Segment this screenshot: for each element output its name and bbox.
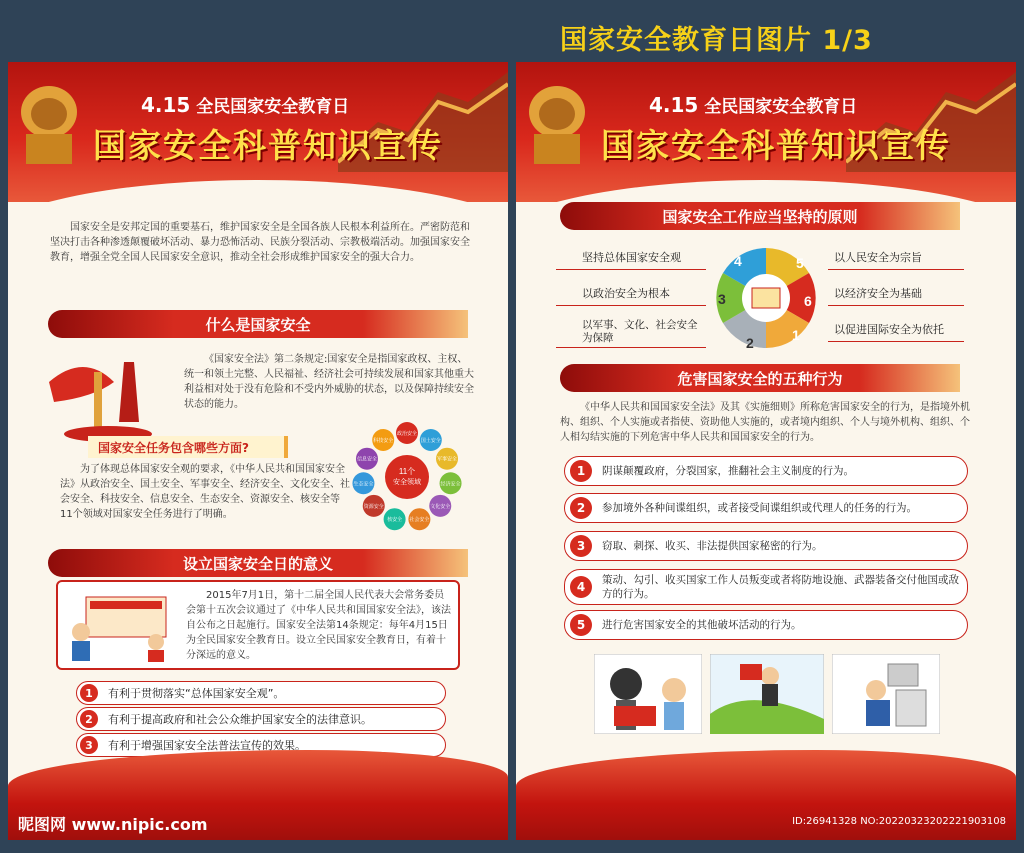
section-five-acts: 危害国家安全的五种行为 bbox=[560, 364, 960, 392]
section-what-is-security: 什么是国家安全 bbox=[48, 310, 468, 338]
domain-label: 资源安全 bbox=[363, 503, 384, 510]
meaning-box bbox=[56, 580, 460, 670]
principle-item: 以政治安全为根本 bbox=[556, 280, 706, 306]
page-title: 国家安全教育日图片 1/3 bbox=[560, 25, 873, 56]
act-item: 1 阴谋颠覆政府，分裂国家，推翻社会主义制度的行为。 bbox=[564, 456, 968, 486]
svg-text:6: 6 bbox=[804, 293, 812, 309]
domain-label: 经济安全 bbox=[440, 481, 461, 488]
monument-illustration bbox=[44, 342, 172, 442]
domain-label: 国土安全 bbox=[420, 437, 441, 444]
domain-label: 社会安全 bbox=[409, 517, 430, 524]
svg-text:3: 3 bbox=[718, 291, 726, 307]
domain-center-circle bbox=[385, 455, 429, 499]
act-item: 4 策动、勾引、收买国家工作人员叛变或者将防地设施、武器装备交付他国或敌方的行为。 bbox=[564, 569, 968, 605]
domain-label: 信息安全 bbox=[356, 456, 377, 463]
intro-paragraph: 国家安全是安邦定国的重要基石，维护国家安全是全国各族人民根本利益所在。严密防范和坚决打击各种渗透颠覆破坏活动、暴力恐怖活动、民族分裂活动、宗教极端活动。加强国家安全教育，增强全党全国人民国家安全意识，推动全社会形成维护国家安全的强大合力。 bbox=[50, 222, 470, 263]
principle-item: 坚持总体国家安全观 bbox=[556, 244, 706, 270]
lion-statue-icon bbox=[522, 72, 592, 167]
act-item: 5 进行危害国家安全的其他破坏活动的行为。 bbox=[564, 610, 968, 640]
meaning-text: 2015年7月1日，第十二届全国人民代表大会常务委员会第十五次会议通过了《中华人民共和国国家安全法》，该法自公布之日起施行。国家安全法第14条规定：每年4月15日为全民国家安全教育日。设立全民国家安全教育日，有着十分深远的意义。 bbox=[186, 590, 451, 661]
principle-item: 以经济安全为基础 bbox=[828, 280, 964, 306]
domain-label: 核安全 bbox=[387, 517, 403, 524]
tasks-text: 为了体现总体国家安全观的要求，《中华人民共和国国家安全法》从政治安全、国土安全、军事安全、经济安全、文化安全、社会安全、科技安全、信息安全、生态安全、资源安全、核安全等11个领域对国家安全任务进行了明确。 bbox=[60, 464, 350, 520]
svg-text:2: 2 bbox=[746, 335, 754, 351]
principles-wheel-icon bbox=[706, 238, 826, 358]
tasks-subheading: 国家安全任务包含哪些方面? bbox=[88, 436, 288, 458]
svg-text:11个: 11个 bbox=[398, 467, 416, 476]
poster-right bbox=[516, 62, 1016, 840]
saboteur-illustration bbox=[832, 654, 940, 734]
section-meaning: 设立国家安全日的意义 bbox=[48, 549, 468, 577]
principle-item: 以人民安全为宗旨 bbox=[828, 244, 964, 270]
domain-label: 军事安全 bbox=[437, 456, 458, 463]
spy-illustration bbox=[594, 654, 702, 734]
lion-statue-icon bbox=[14, 72, 84, 167]
principle-item: 以军事、文化、社会安全为保障 bbox=[556, 312, 706, 348]
banner-subtitle: 4.15 全民国家安全教育日 bbox=[649, 93, 858, 117]
svg-text:5: 5 bbox=[796, 255, 804, 271]
banner-title: 国家安全科普知识宣传 bbox=[601, 126, 951, 165]
education-illustration bbox=[66, 592, 176, 662]
meaning-point: 1 有利于贯彻落实“总体国家安全观”。 bbox=[76, 681, 446, 705]
domain-label: 文化安全 bbox=[430, 503, 451, 510]
domain-label: 科技安全 bbox=[373, 437, 394, 444]
poster-left bbox=[8, 62, 508, 840]
svg-text:1: 1 bbox=[792, 327, 800, 343]
banner-subtitle: 4.15 全民国家安全教育日 bbox=[141, 93, 350, 117]
domain-wheel-diagram bbox=[342, 420, 472, 534]
what-is-security-text: 《国家安全法》第二条规定:国家安全是指国家政权、主权、统一和领土完整、人民福祉、经济社会可持续发展和国家其他重大利益相对处于没有危险和不受内外威胁的状态，以及保障持续安全状态的能力。 bbox=[184, 354, 474, 410]
svg-text:安全领域: 安全领域 bbox=[393, 479, 421, 486]
meaning-point: 2 有利于提高政府和社会公众维护国家安全的法律意识。 bbox=[76, 707, 446, 731]
svg-text:4: 4 bbox=[734, 253, 742, 269]
five-acts-intro: 《中华人民共和国国家安全法》及其《实施细则》所称危害国家安全的行为，是指境外机构、组织、个人实施或者指使、资助他人实施的，或者境内组织、个人与境外机构、组织、个人相勾结实施的下列危害中华人民共和国国家安全的行为。 bbox=[560, 402, 970, 443]
meaning-point: 3 有利于增强国家安全法普法宣传的效果。 bbox=[76, 733, 446, 757]
act-item: 3 窃取、刺探、收买、非法提供国家秘密的行为。 bbox=[564, 531, 968, 561]
photograph-secret-illustration bbox=[710, 654, 824, 734]
domain-label: 政治安全 bbox=[396, 431, 418, 437]
section-principles: 国家安全工作应当坚持的原则 bbox=[560, 202, 960, 230]
domain-label: 生态安全 bbox=[353, 481, 374, 488]
banner-title: 国家安全科普知识宣传 bbox=[93, 126, 443, 165]
watermark: 昵图网 www.nipic.com bbox=[18, 815, 208, 834]
image-id: ID:26941328 NO:20220323202221903108 bbox=[792, 816, 1006, 827]
principle-item: 以促进国际安全为依托 bbox=[828, 316, 964, 342]
act-item: 2 参加境外各种间谍组织，或者接受间谍组织或代理人的任务的行为。 bbox=[564, 493, 968, 523]
